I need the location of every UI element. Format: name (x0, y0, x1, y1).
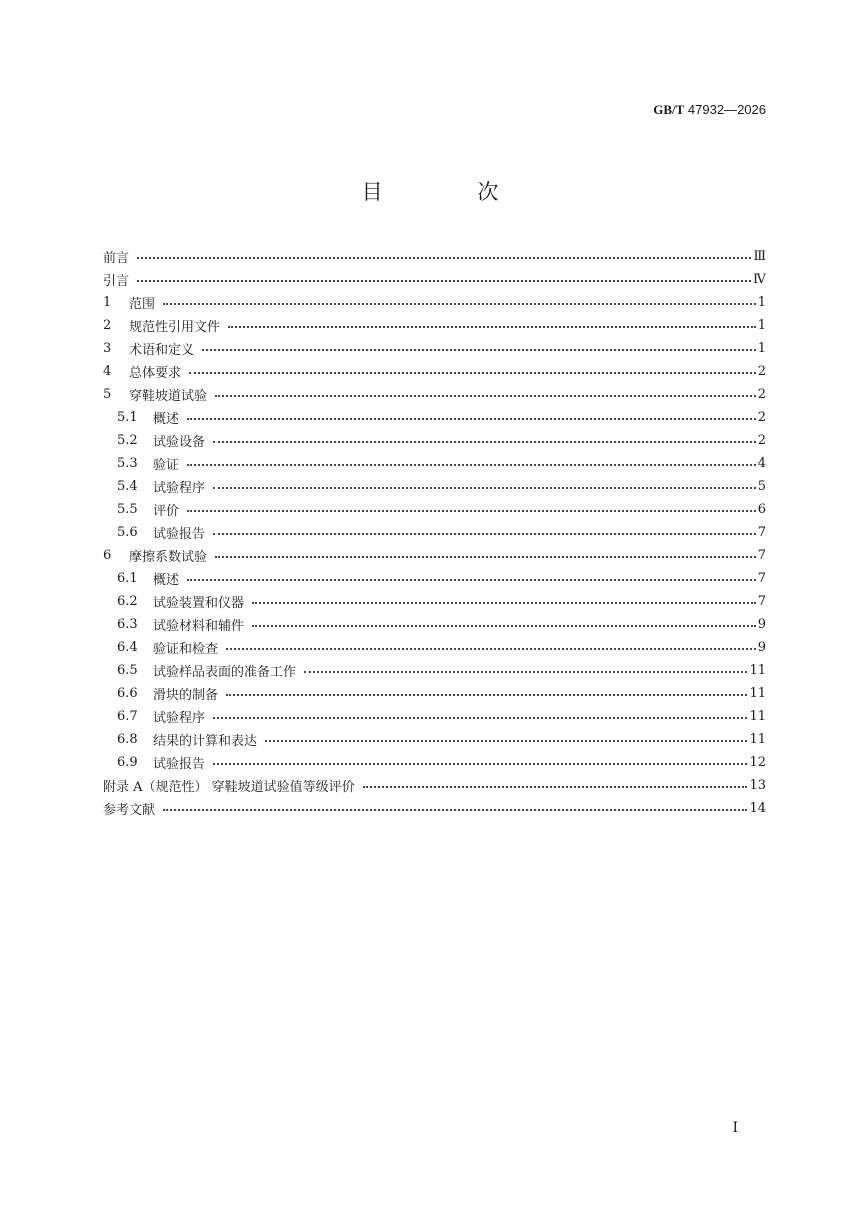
toc-entry[interactable] (103, 337, 766, 360)
toc-entry-number: 6 (103, 548, 112, 563)
toc-entry[interactable] (103, 452, 766, 475)
toc-entry[interactable] (103, 751, 766, 774)
toc-entry[interactable] (103, 521, 766, 544)
toc-leader-dots (215, 556, 756, 558)
toc-entry-number: 5.3 (117, 456, 138, 471)
toc-entry-page: 11 (749, 732, 766, 747)
toc-entry[interactable] (103, 475, 766, 498)
toc-entry[interactable] (103, 268, 766, 291)
toc-entry-label: 试验材料和辅件 (153, 619, 245, 634)
toc-entry-label: 规范性引用文件 (129, 320, 221, 335)
toc-entry[interactable] (103, 291, 766, 314)
toc-entry-page: 11 (749, 663, 766, 678)
toc-leader-dots (187, 418, 756, 420)
toc-leader-dots (215, 395, 756, 397)
toc-entry-page: 12 (749, 755, 766, 770)
standard-number: 47932—2026 (687, 102, 766, 117)
toc-entry-number: 5.6 (117, 525, 138, 540)
toc-entry-label: 概述 (153, 412, 180, 427)
toc-entry-label: 附录 A（规范性） 穿鞋坡道试验值等级评价 (103, 780, 355, 795)
toc-entry-number: 6.5 (117, 663, 138, 678)
toc-entry-label: 试验程序 (153, 711, 206, 726)
toc-entry-page: Ⅲ (753, 249, 766, 264)
toc-leader-dots (187, 510, 756, 512)
toc-leader-dots (226, 694, 747, 696)
toc-leader-dots (213, 717, 747, 719)
toc-entry-page: 11 (749, 709, 766, 724)
toc-entry-page: 6 (757, 502, 766, 517)
toc-entry-page: 7 (757, 525, 766, 540)
toc-entry-number: 6.1 (117, 571, 138, 586)
toc-entry[interactable] (103, 590, 766, 613)
toc-entry-label: 总体要求 (129, 366, 182, 381)
toc-leader-dots (228, 326, 756, 328)
toc-entry-number: 6.4 (117, 640, 138, 655)
toc-entry-page: 1 (757, 341, 766, 356)
toc-leader-dots (304, 671, 747, 673)
toc-entry[interactable] (103, 567, 766, 590)
standard-prefix: GB/T (653, 102, 685, 117)
toc-entry-label: 试验设备 (153, 435, 206, 450)
toc-entry[interactable] (103, 360, 766, 383)
toc-entry[interactable] (103, 728, 766, 751)
toc-leader-dots (202, 349, 756, 351)
toc-leader-dots (226, 648, 756, 650)
toc-entry-label: 范围 (129, 297, 156, 312)
toc-entry[interactable] (103, 429, 766, 452)
toc-entry-page: 7 (757, 594, 766, 609)
toc-entry-page: 7 (757, 571, 766, 586)
toc-entry-number: 6.8 (117, 732, 138, 747)
toc-leader-dots (213, 763, 747, 765)
toc-entry-label: 试验样品表面的准备工作 (153, 665, 297, 680)
toc-entry-page: 9 (757, 617, 766, 632)
toc-leader-dots (213, 533, 756, 535)
toc-entry-number: 5.4 (117, 479, 138, 494)
toc-entry-number: 3 (103, 341, 112, 356)
toc-entry-label: 试验装置和仪器 (153, 596, 245, 611)
toc-entry[interactable] (103, 544, 766, 567)
toc-leader-dots (163, 809, 747, 811)
toc-entry-number: 5.1 (117, 410, 138, 425)
toc-entry-number: 6.2 (117, 594, 138, 609)
toc-entry-label: 评价 (153, 504, 180, 519)
toc-entry-page: 7 (757, 548, 766, 563)
toc-entry[interactable] (103, 682, 766, 705)
toc-entry-number: 6.9 (117, 755, 138, 770)
toc-entry-number: 1 (103, 295, 112, 310)
toc-entry-page: Ⅳ (753, 272, 766, 287)
toc-entry-label: 滑块的制备 (153, 688, 219, 703)
toc-entry-page: 4 (757, 456, 766, 471)
toc-entry-label: 参考文献 (103, 803, 156, 818)
toc-entry-page: 11 (749, 686, 766, 701)
toc-entry-label: 试验报告 (153, 757, 206, 772)
toc-entry-number: 5 (103, 387, 112, 402)
toc-entry-page: 2 (757, 433, 766, 448)
toc-entry-page: 2 (757, 387, 766, 402)
standard-code (653, 102, 766, 118)
toc-entry-label: 穿鞋坡道试验 (129, 389, 208, 404)
toc-entry-label: 验证 (153, 458, 180, 473)
toc-leader-dots (187, 579, 756, 581)
toc-entry[interactable] (103, 406, 766, 429)
toc-leader-dots (189, 372, 756, 374)
toc-leader-dots (252, 602, 756, 604)
toc-entry-label: 试验报告 (153, 527, 206, 542)
toc-entry-page: 14 (749, 801, 766, 816)
toc-entry-page: 1 (757, 295, 766, 310)
page-number: Ⅰ (732, 1120, 738, 1136)
toc-leader-dots (137, 280, 751, 282)
toc-entry-number: 6.7 (117, 709, 138, 724)
toc-entry-label: 验证和检查 (153, 642, 219, 657)
toc-leader-dots (213, 487, 756, 489)
toc-entry-number: 6.6 (117, 686, 138, 701)
toc-entry-page: 9 (757, 640, 766, 655)
toc-entry-label: 术语和定义 (129, 343, 195, 358)
toc-entry[interactable] (103, 705, 766, 728)
toc-entry[interactable] (103, 245, 766, 268)
toc-entry[interactable] (103, 498, 766, 521)
toc-entry-number: 5.2 (117, 433, 138, 448)
toc-entry[interactable] (103, 659, 766, 682)
toc-leader-dots (163, 303, 756, 305)
toc-entry-page: 2 (757, 410, 766, 425)
toc-entry-label: 结果的计算和表达 (153, 734, 258, 749)
toc-leader-dots (213, 441, 756, 443)
page-title: 目 次 (361, 180, 543, 204)
toc-leader-dots (363, 786, 748, 788)
toc-entry-number: 6.3 (117, 617, 138, 632)
toc-entry-page: 13 (749, 778, 766, 793)
toc-entry[interactable] (103, 636, 766, 659)
toc-entry-page: 5 (757, 479, 766, 494)
toc-entry-label: 前言 (103, 251, 130, 266)
toc-entry-page: 1 (757, 318, 766, 333)
toc-entry-number: 4 (103, 364, 112, 379)
toc-leader-dots (252, 625, 756, 627)
toc-entry[interactable] (103, 383, 766, 406)
table-of-contents (103, 245, 766, 820)
toc-entry-label: 引言 (103, 274, 130, 289)
toc-entry[interactable] (103, 613, 766, 636)
toc-entry[interactable] (103, 314, 766, 337)
toc-leader-dots (187, 464, 756, 466)
toc-entry-page: 2 (757, 364, 766, 379)
toc-entry[interactable] (103, 774, 766, 797)
toc-entry[interactable] (103, 797, 766, 820)
toc-entry-label: 概述 (153, 573, 180, 588)
toc-leader-dots (265, 740, 747, 742)
toc-entry-number: 2 (103, 318, 112, 333)
toc-entry-number: 5.5 (117, 502, 138, 517)
toc-leader-dots (137, 257, 751, 259)
toc-entry-label: 试验程序 (153, 481, 206, 496)
toc-entry-label: 摩擦系数试验 (129, 550, 208, 565)
